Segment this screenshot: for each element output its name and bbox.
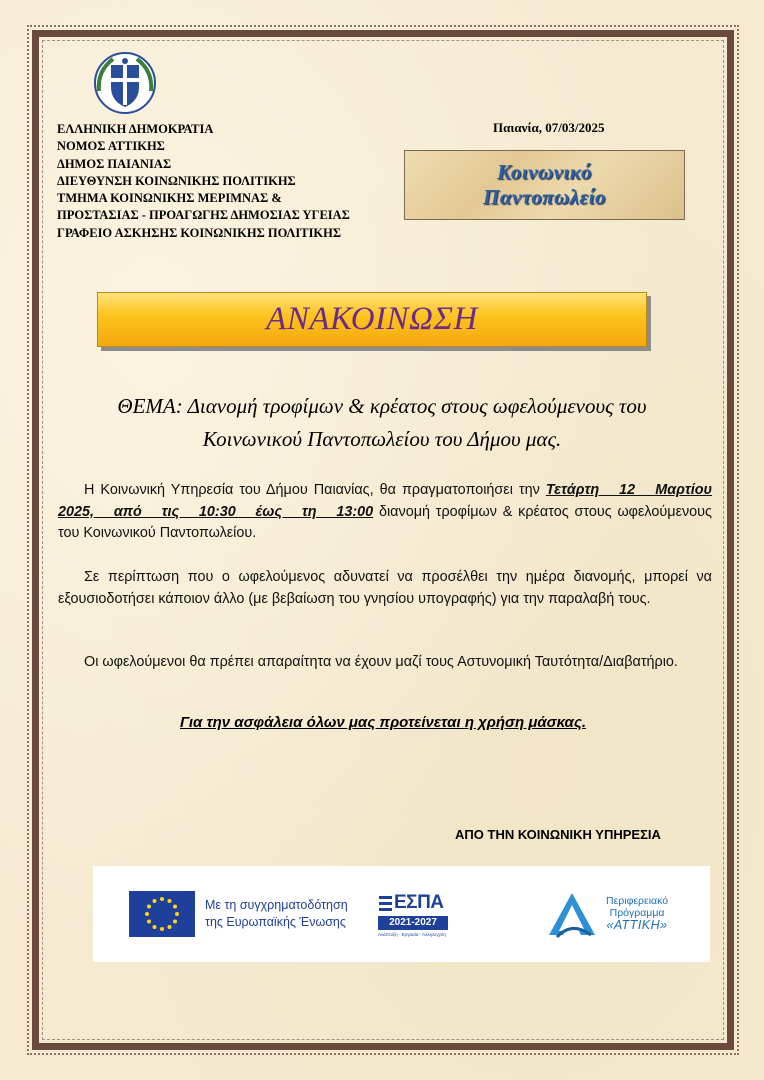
attiki-line: «ΑΤΤΙΚΗ»	[606, 918, 668, 932]
pantry-line2: Παντοπωλείο	[483, 185, 606, 209]
issuer-line: ΔΙΕΥΘΥΝΣΗ ΚΟΙΝΩΝΙΚΗΣ ΠΟΛΙΤΙΚΗΣ	[57, 173, 296, 188]
issuer-line: ΕΛΛΗΝΙΚΗ ΔΗΜΟΚΡΑΤΙΑ	[57, 122, 214, 136]
announcement-title: ΑΝΑΚΟΙΝΩΣΗ	[266, 301, 478, 337]
announcement-banner	[97, 292, 647, 347]
espa-word: ΕΣΠΑ	[394, 892, 444, 913]
paragraph-text: Σε περίπτωση που ο ωφελούμενος αδυνατεί να προσέλθει την ημέρα διανομής, μπορεί να εξουσιοδοτήσει κάποιον άλλο (με βεβαίωση του γνησίου υπογραφής) για την παραλαβή τους.	[58, 569, 712, 607]
paragraph-distribution	[58, 480, 712, 545]
paragraph-authorization	[58, 567, 712, 610]
mask-notice: Για την ασφάλεια όλων μας προτείνεται η χρήση μάσκας.	[179, 714, 587, 731]
issuer-line: ΝΟΜΟΣ ΑΤΤΙΚΗΣ	[57, 139, 165, 154]
issuer-line: ΤΜΗΜΑ ΚΟΙΝΩΝΙΚΗΣ ΜΕΡΙΜΝΑΣ &	[57, 191, 282, 206]
document-date: Παιανία, 07/03/2025	[493, 120, 605, 135]
paragraph-text: διανομή τροφίμων & κρέατος στους ωφελούμενους του Κοινωνικού Παντοπωλείου.	[58, 503, 712, 541]
greek-emblem-icon	[93, 51, 157, 115]
attiki-line: Περιφερειακό	[606, 895, 669, 907]
eu-flag-icon	[129, 891, 195, 937]
subject-line2: Κοινωνικού Παντοπωλείου του Δήμου μας.	[202, 427, 562, 451]
eu-cofunding-text	[205, 897, 348, 931]
eu-line: της Ευρωπαϊκής Ένωσης	[205, 915, 346, 929]
espa-tagline: Ανάπτυξη - Εργασία - Αλληλεγγύη	[378, 932, 446, 937]
subject-line1: ΘΕΜΑ: Διανομή τροφίμων & κρέατος στους ωφελούμενους του	[117, 394, 647, 418]
issuer-line: ΓΡΑΦΕΙΟ ΑΣΚΗΣΗΣ ΚΟΙΝΩΝΙΚΗΣ ΠΟΛΙΤΙΚΗΣ	[57, 225, 342, 240]
espa-years: 2021-2027	[378, 916, 448, 930]
attiki-logo-icon	[547, 891, 597, 939]
paragraph-text: Η Κοινωνική Υπηρεσία του Δήμου Παιανίας, θα πραγματοποιήσει την	[84, 482, 546, 498]
paragraph-text: Οι ωφελούμενοι θα πρέπει απαραίτητα να έχουν μαζί τους Αστυνομική Ταυτότητα/Διαβατήριο.	[84, 654, 678, 670]
distribution-datetime: Τετάρτη 12 Μαρτίου 2025, από τις 10:30 έως τη 13:00	[58, 482, 713, 520]
subject-heading	[60, 390, 704, 456]
issuer-block	[57, 121, 350, 242]
pantry-line1: Κοινωνικό	[496, 160, 593, 184]
funding-logos-strip	[93, 866, 710, 962]
espa-logo-icon	[378, 888, 448, 940]
attiki-program-text	[606, 895, 668, 931]
eu-line: Με τη συγχρηματοδότηση	[205, 898, 348, 912]
issuer-line: ΔΗΜΟΣ ΠΑΙΑΝΙΑΣ	[57, 156, 172, 171]
attiki-line: Πρόγραμμα	[609, 907, 665, 919]
signature: ΑΠΟ ΤΗΝ ΚΟΙΝΩΝΙΚΗ ΥΠΗΡΕΣΙΑ	[455, 827, 661, 842]
espa-flag-mark	[378, 894, 394, 914]
social-pantry-label	[404, 150, 685, 220]
paragraph-id-required	[58, 652, 712, 674]
issuer-line: ΠΡΟΣΤΑΣΙΑΣ - ΠΡΟΑΓΩΓΗΣ ΔΗΜΟΣΙΑΣ ΥΓΕΙΑΣ	[57, 208, 350, 223]
